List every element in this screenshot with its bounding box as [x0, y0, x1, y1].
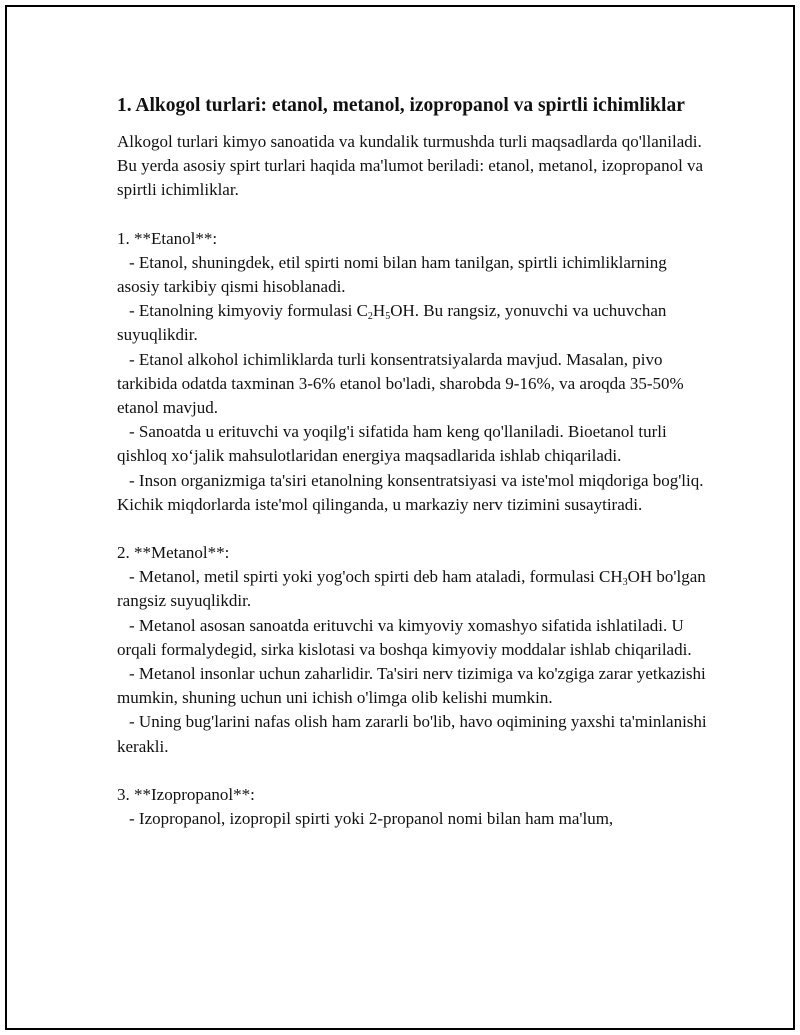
- bullet-item-formula: [117, 565, 707, 613]
- bullet-item: - Izopropanol, izopropil spirti yoki 2-propanol nomi bilan ham ma'lum,: [129, 809, 614, 829]
- formula-text-after: OH bo'lgan rangsiz suyuqlikdir.: [117, 567, 706, 611]
- formula-subscript: 5: [385, 311, 391, 323]
- formula-text-before: - Etanolning kimyoviy formulasi C: [129, 301, 368, 321]
- bullet-item: - Etanol alkohol ichimliklarda turli konsentratsiyalarda mavjud. Masalan, pivo tarkibida odatda taxminan 3-6% etanol bo'ladi, sharobda 9-16%, va aroqda 35-50% etanol mavjud.: [117, 349, 684, 418]
- bullet-item: - Inson organizmiga ta'siri etanolning konsentratsiyasi va iste'mol miqdoriga bog'liq. Kichik miqdorlarda iste'mol qilinganda, u markaziy nerv tizimini susaytiradi.: [117, 470, 704, 514]
- section-metanol: [117, 541, 707, 759]
- formula-text-before: - Metanol, metil spirti yoki yog'och spirti deb ham ataladi, formulasi CH: [129, 567, 623, 587]
- intro-paragraph: Alkogol turlari kimyo sanoatida va kundalik turmushda turli maqsadlarda qo'llaniladi. Bu yerda asosiy spirt turlari haqida ma'lumot beriladi: etanol, metanol, izopropanol va spirtli ichimliklar.: [117, 132, 704, 200]
- bullet-item: - Metanol asosan sanoatda erituvchi va kimyoviy xomashyo sifatida ishlatiladi. U orqali formalydegid, sirka kislotasi va boshqa kimyoviy moddalar ishlab chiqariladi.: [117, 615, 692, 659]
- bullet-item: - Metanol insonlar uchun zaharlidir. Ta'siri nerv tizimiga va ko'zgiga zarar yetkazishi mumkin, shuning uchun uni ichish o'limga olib kelishi mumkin.: [117, 664, 706, 708]
- section-heading: 2. **Metanol**:: [117, 543, 230, 563]
- formula-text-mid: H: [372, 301, 386, 321]
- formula-subscript: 3: [622, 577, 628, 589]
- document-body: [117, 93, 707, 831]
- bullet-item: - Sanoatda u erituvchi va yoqilg'i sifatida ham keng qo'llaniladi. Bioetanol turli qishloq xo‘jalik mahsulotlaridan energiya maqsadlarida ishlab chiqariladi.: [117, 422, 667, 466]
- bullet-item-formula: [117, 299, 707, 347]
- formula-subscript: 2: [367, 311, 373, 323]
- section-izopropanol: [117, 783, 707, 831]
- section-heading: 1. **Etanol**:: [117, 228, 218, 248]
- section-etanol: [117, 227, 707, 517]
- section-heading: 3. **Izopropanol**:: [117, 784, 255, 804]
- document-title: 1. Alkogol turlari: etanol, metanol, izopropanol va spirtli ichimliklar: [117, 95, 685, 116]
- formula-text-after: OH. Bu rangsiz, yonuvchi va uchuvchan suyuqlikdir.: [117, 301, 667, 345]
- bullet-item: - Uning bug'larini nafas olish ham zararli bo'lib, havo oqimining yaxshi ta'minlanishi kerakli.: [117, 712, 707, 756]
- bullet-item: - Etanol, shuningdek, etil spirti nomi bilan ham tanilgan, spirtli ichimliklarning asosiy tarkibiy qismi hisoblanadi.: [117, 252, 667, 297]
